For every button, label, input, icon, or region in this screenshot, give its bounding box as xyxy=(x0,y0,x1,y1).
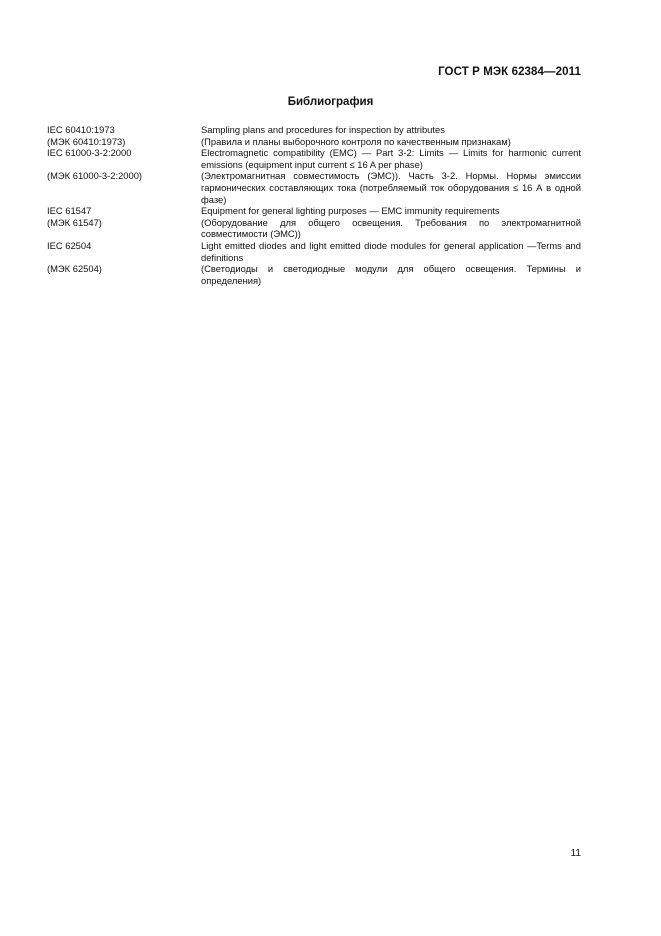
bibliography-entry xyxy=(47,263,581,286)
standard-number: ГОСТ Р МЭК 62384—2011 xyxy=(438,66,581,78)
entry-code: IEC 62504 xyxy=(47,239,92,251)
entry-code: (МЭК 62504) xyxy=(47,263,102,275)
entry-code: (МЭК 60410:1973) xyxy=(47,135,126,147)
entry-text: Light emitted diodes and light emitted diode modules for general application —Terms and definitions xyxy=(201,239,581,263)
bibliography-entry xyxy=(47,217,581,240)
page-number: 11 xyxy=(570,848,581,859)
bibliography-entry xyxy=(47,170,581,205)
bibliography-list xyxy=(47,124,581,286)
entry-text: Equipment for general lighting purposes — EMC immunity requirements xyxy=(201,205,500,217)
bibliography-entry xyxy=(47,136,581,148)
entry-code: (МЭК 61547) xyxy=(47,216,102,228)
entry-code: IEC 61547 xyxy=(47,205,92,217)
bibliography-entry xyxy=(47,240,581,263)
bibliography-entry xyxy=(47,124,581,136)
entry-text: Electromagnetic compatibility (EMC) — Part 3-2: Limits — Limits for harmonic current emissions (equipment input current ≤ 16 A per phase) xyxy=(201,147,581,170)
entry-code: (МЭК 61000-3-2:2000) xyxy=(47,170,143,182)
bibliography-entry xyxy=(47,147,581,170)
entry-text: (Светодиоды и светодиодные модули для общего освещения. Термины и определения) xyxy=(201,263,581,286)
entry-code: IEC 61000-3-2:2000 xyxy=(47,147,132,159)
entry-code: IEC 60410:1973 xyxy=(47,124,115,135)
bibliography-title: Библиография xyxy=(287,96,374,108)
entry-text: Sampling plans and procedures for inspection by attributes xyxy=(201,124,445,135)
entry-text: (Электромагнитная совместимость (ЭМС)). Часть 3-2. Нормы. Нормы эмиссии гармонических составляющих тока (потребляемый ток оборудования ≤ 16 А в одной фазе) xyxy=(201,170,581,205)
entry-text: (Правила и планы выборочного контроля по качественным признакам) xyxy=(201,135,511,147)
entry-text: (Оборудование для общего освещения. Требования по электромагнитной совместимости (ЭМС)) xyxy=(201,216,581,240)
bibliography-entry xyxy=(47,205,581,217)
